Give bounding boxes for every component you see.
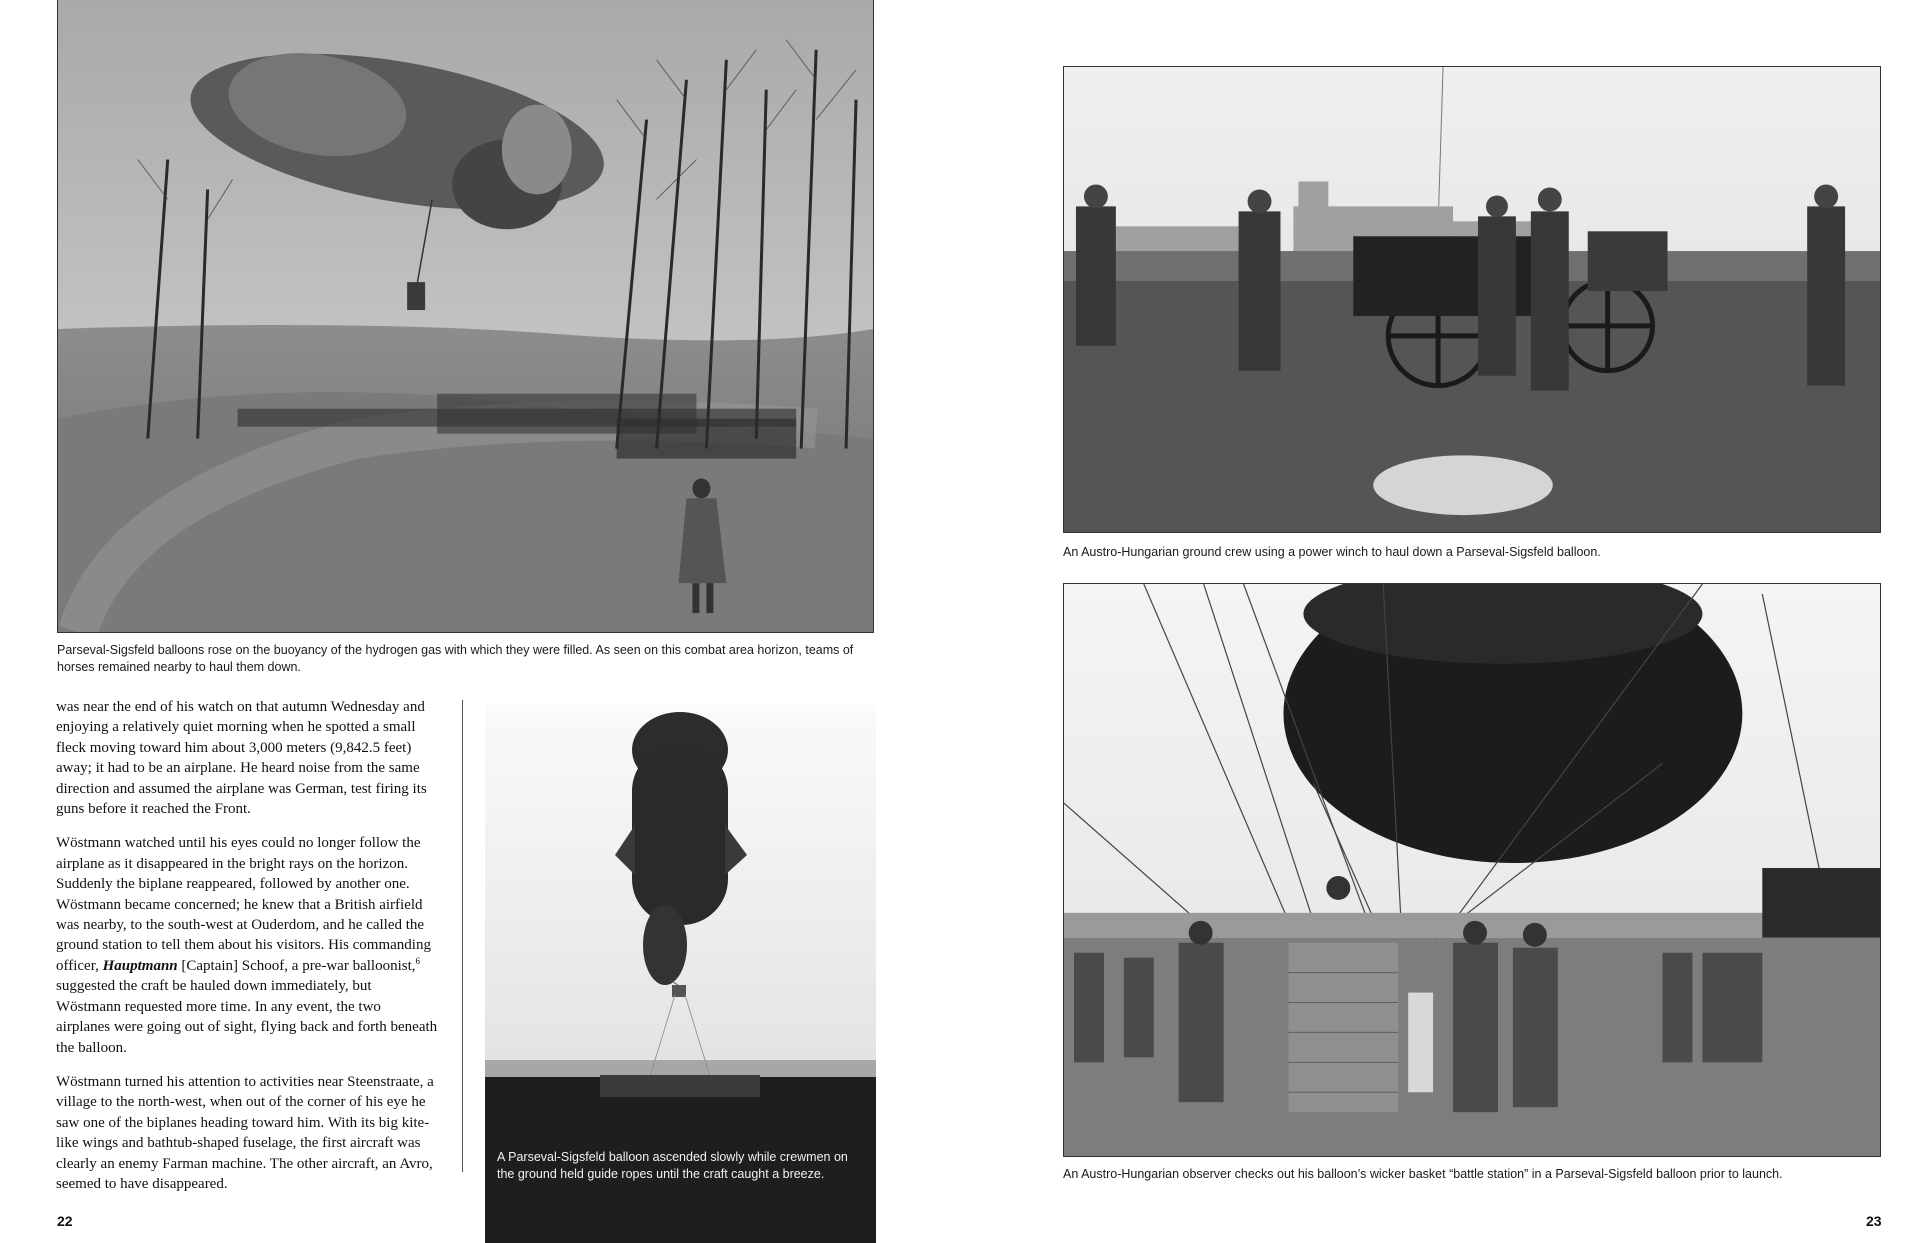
page-number-right: 23 bbox=[1866, 1213, 1882, 1229]
paragraph-2-start: Wöstmann watched until his eyes could no longer follow the airplane as it disappeared in the bright rays on the horizon. Suddenly the biplane reappeared, followed by another one. Wöstmann became concerned; he knew that a British airfield was nearby, to the south-west at Ouderdom, and he called the ground station to tell them about his visitors. His commanding officer, bbox=[56, 835, 431, 974]
paragraph-1: was near the end of his watch on that autumn Wednesday and enjoying a relatively quiet morning when he spotted a small fleck moving toward him about 3,000 meters (9,842.5 feet) away; it had to be an airplane. He heard noise from the same direction and assumed the airplane was German, test firing its guns before it reached the Front. bbox=[56, 699, 427, 818]
caption-photo-2: A Parseval-Sigsfeld balloon ascended slowly while crewmen on the ground held guide ropes until the craft caught a breeze. bbox=[497, 1150, 848, 1181]
paragraph-2-middle: [Captain] Schoof, a pre-war balloonist, bbox=[177, 957, 416, 974]
column-divider bbox=[462, 700, 463, 1172]
photo-wicker-basket bbox=[1063, 583, 1881, 1157]
wicker-basket-image bbox=[1064, 584, 1880, 1156]
article-body bbox=[56, 697, 438, 1208]
paragraph-3: Wöstmann turned his attention to activities near Steenstraate, a village to the north-west, when out of the corner of his eye he saw one of the biplanes heading toward him. With its big kite-like wings and bathtub-shaped fuselage, the first aircraft was clearly an enemy Farman machine. The other aircraft, an Avro, seemed to have disappeared. bbox=[56, 1073, 434, 1192]
paragraph-2 bbox=[56, 833, 438, 1057]
ground-crew-winch-image bbox=[1064, 67, 1880, 532]
caption-photo-1: Parseval-Sigsfeld balloons rose on the buoyancy of the hydrogen gas with which they were filled. As seen on this combat area horizon, teams of horses remained nearby to haul them down. bbox=[57, 643, 854, 674]
caption-photo-4: An Austro-Hungarian observer checks out his balloon’s wicker basket “battle station” in a Parseval-Sigsfeld balloon prior to launch. bbox=[1063, 1167, 1783, 1181]
rank-term: Hauptmann bbox=[102, 957, 178, 974]
photo-ground-crew-winch bbox=[1063, 66, 1881, 533]
page-number-left: 22 bbox=[57, 1213, 73, 1229]
caption-photo-3: An Austro-Hungarian ground crew using a power winch to haul down a Parseval-Sigsfeld balloon. bbox=[1063, 545, 1601, 559]
balloon-hillside-image bbox=[58, 0, 873, 632]
footnote-marker[interactable]: 6 bbox=[415, 955, 420, 966]
photo-balloon-hillside bbox=[57, 0, 874, 633]
paragraph-2-end: suggested the craft be hauled down immediately, but Wöstmann requested more time. In any event, the two airplanes were going out of sight, flying back and forth beneath the balloon. bbox=[56, 978, 438, 1056]
